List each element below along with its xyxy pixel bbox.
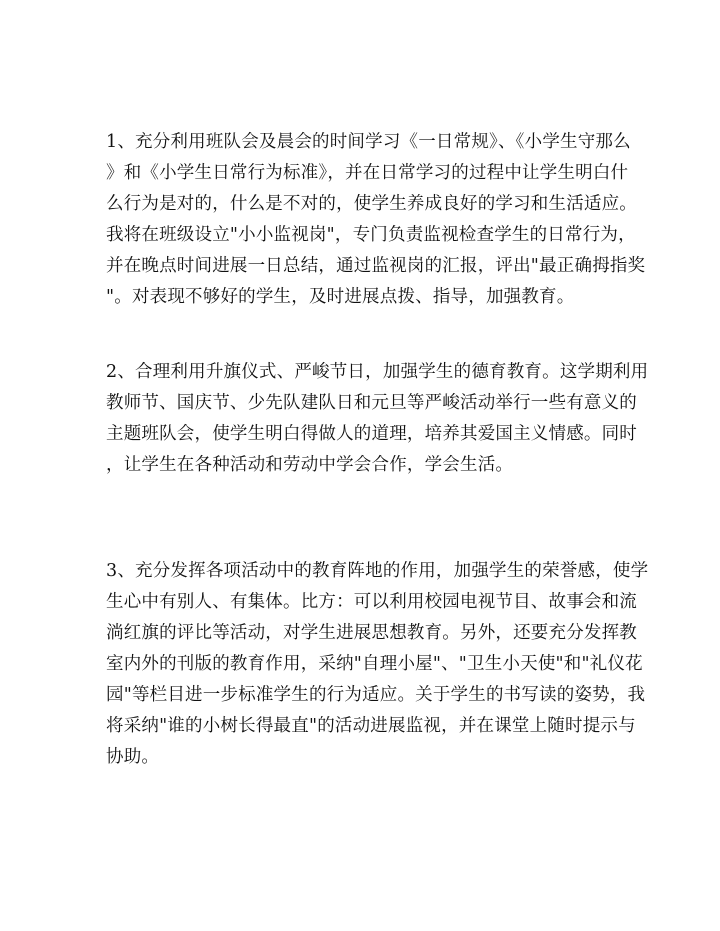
paragraph-3 (106, 556, 649, 773)
text-line: ，让学生在各种活动和劳动中学会合作，学会生活。 (106, 455, 514, 475)
text-line: 3、充分发挥各项活动中的教育阵地的作用，加强学生的荣誉感，使学 (106, 561, 649, 581)
text-line: 2、合理利用升旗仪式、严峻节日，加强学生的德育教育。这学期利用 (106, 362, 649, 382)
text-line: 室内外的刊版的教育作用，采纳"自理小屋"、"卫生小天使"和"礼仪花 (106, 654, 643, 674)
text-line: 教师节、国庆节、少先队建队日和元旦等严峻活动举行一些有意义的 (106, 393, 637, 413)
text-line: 园"等栏目进一步标准学生的行为适应。关于学生的书写读的姿势，我 (106, 685, 646, 705)
text-line: 》和《小学生日常行为标准》，并在日常学习的过程中让学生明白什 (106, 163, 629, 183)
text-line: 主题班队会，使学生明白得做人的道理，培养其爱国主义情感。同时 (106, 424, 637, 444)
paragraph-1 (106, 127, 646, 313)
text-line: 么行为是对的，什么是不对的，使学生养成良好的学习和生活适应。 (106, 194, 637, 214)
text-line: 1、充分利用班队会及晨会的时间学习《一日常规》、《小学生守那么 (106, 132, 631, 152)
text-line: 生心中有别人、有集体。比方：可以利用校园电视节目、故事会和流 (106, 592, 637, 612)
text-line: 淌红旗的评比等活动，对学生进展思想教育。另外，还要充分发挥教 (106, 623, 637, 643)
text-line: 将采纳"谁的小树长得最直"的活动进展监视，并在课堂上随时提示与 (106, 716, 636, 736)
paragraph-2 (106, 357, 649, 481)
text-line: 协助。 (106, 747, 160, 767)
text-line: "。对表现不够好的学生，及时进展点拨、指导，加强教育。 (106, 287, 575, 307)
text-line: 并在晚点时间进展一日总结，通过监视岗的汇报，评出"最正确拇指奖 (106, 256, 646, 276)
text-line: 我将在班级设立"小小监视岗"，专门负责监视检查学生的日常行为， (106, 225, 636, 245)
